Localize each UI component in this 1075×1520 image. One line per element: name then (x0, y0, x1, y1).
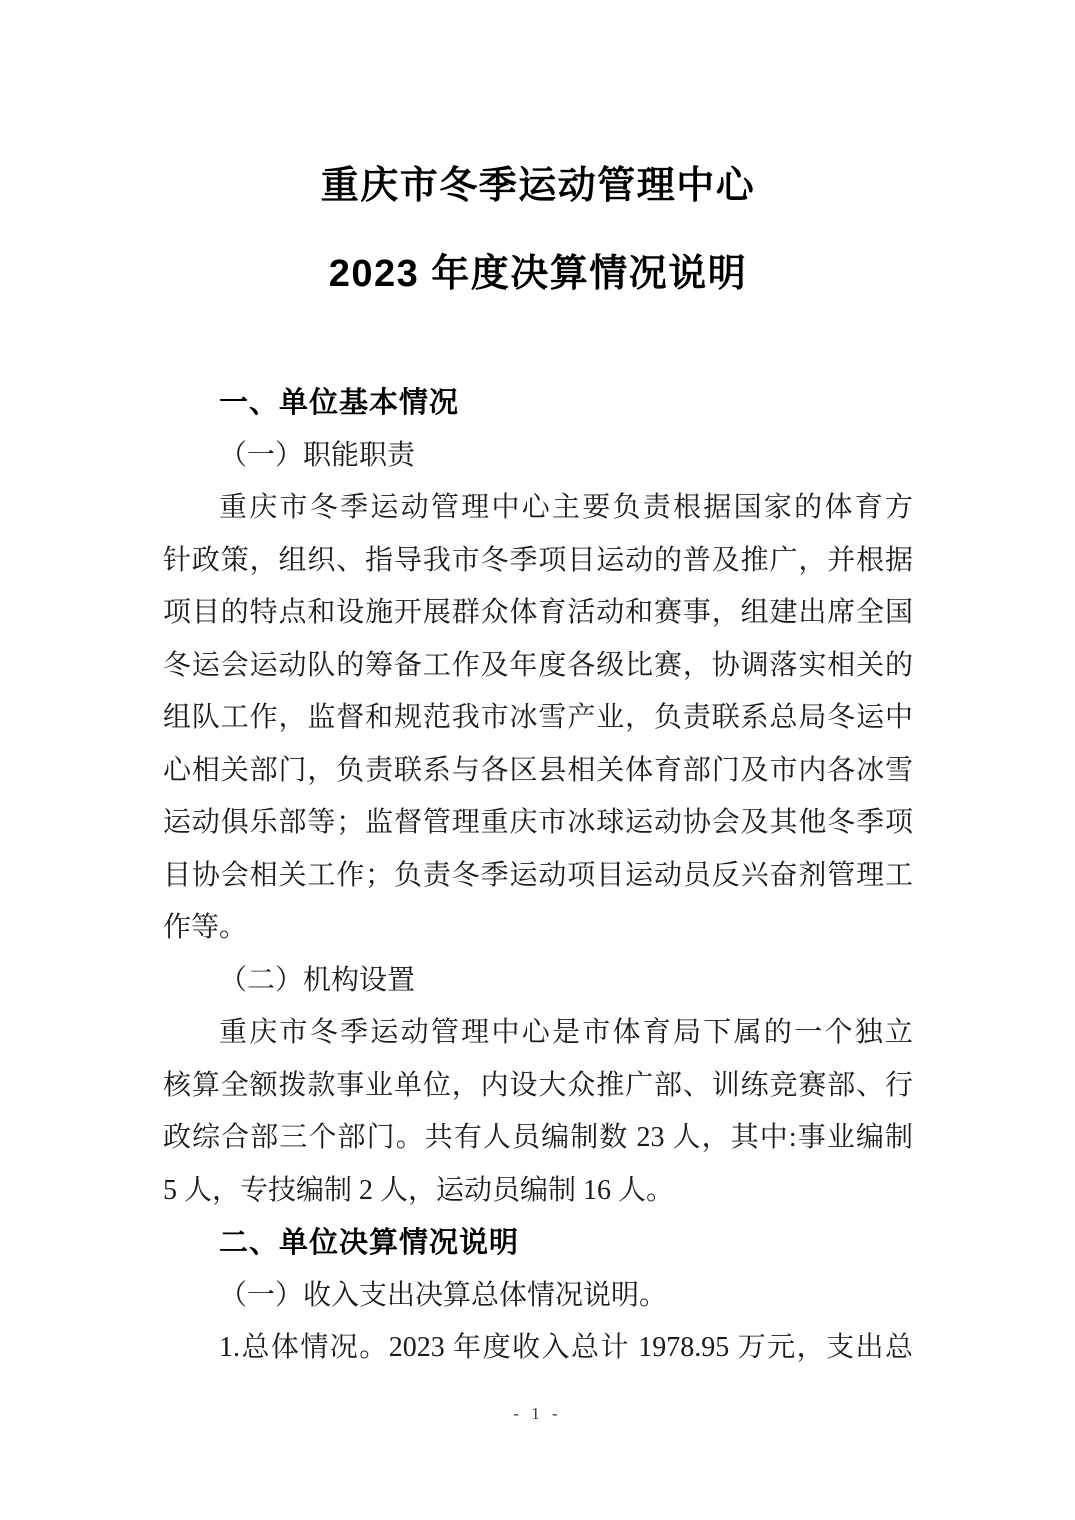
section-1-heading: 一、单位基本情况 (219, 387, 460, 419)
paragraph-line: 目协会相关工作；负责冬季运动项目运动员反兴奋剂管理工 (163, 859, 913, 891)
paragraph-line: 项目的特点和设施开展群众体育活动和赛事，组建出席全国 (163, 597, 913, 628)
document-body (163, 377, 913, 1375)
paragraph-line: 重庆市冬季运动管理中心主要负责根据国家的体育方 (219, 492, 913, 523)
paragraph-line: 运动俱乐部等；监督管理重庆市冰球运动协会及其他冬季项 (163, 807, 913, 838)
paragraph-line: 针政策，组织、指导我市冬季项目运动的普及推广，并根据 (163, 544, 913, 576)
paragraph-line: 心相关部门，负责联系与各区县相关体育部门及市内各冰雪 (163, 754, 913, 786)
subsection-2-1-heading: （一）收入支出决算总体情况说明。 (219, 1279, 668, 1311)
document-title-line-2: 2023 年度决算情况说明 (328, 253, 748, 295)
section-2-heading: 二、单位决算情况说明 (219, 1227, 520, 1259)
document-title-line-1: 重庆市冬季运动管理中心 (320, 165, 756, 207)
paragraph-line: 核算全额拨款事业单位，内设大众推广部、训练竞赛部、行 (163, 1069, 913, 1101)
paragraph-line: 冬运会运动队的筹备工作及年度各级比赛，协调落实相关的 (163, 649, 913, 681)
subsection-1-1-heading: （一）职能职责 (219, 439, 416, 471)
page-number: - 1 - (513, 1404, 562, 1423)
paragraph-line: 重庆市冬季运动管理中心是市体育局下属的一个独立 (219, 1017, 913, 1048)
paragraph-line: 1.总体情况。2023 年度收入总计 1978.95 万元，支出总 (219, 1332, 913, 1363)
paragraph-line: 组队工作，监督和规范我市冰雪产业，负责联系总局冬运中 (163, 702, 913, 733)
paragraph-line: 政综合部三个部门。共有人员编制数 23 人，其中:事业编制 (163, 1122, 913, 1153)
subsection-1-2-heading: （二）机构设置 (219, 964, 416, 996)
paragraph-line: 作等。 (163, 912, 248, 943)
paragraph-line: 5 人，专技编制 2 人，运动员编制 16 人。 (163, 1174, 675, 1206)
